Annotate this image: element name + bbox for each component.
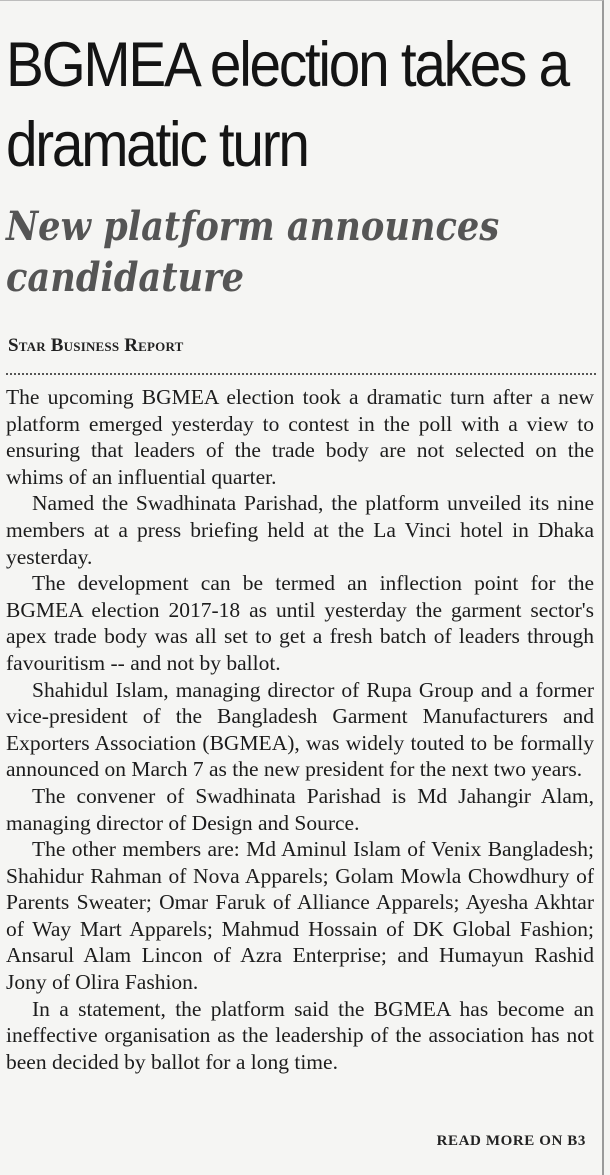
paragraph-1: The upcoming BGMEA election took a dramatic turn after a new platform emerged yesterday to contest in the poll with a view to ensuring that leaders of the trade body are not selected on the whims of an influential quarter. — [6, 385, 594, 489]
paragraph-5: The convener of Swadhinata Parishad is Md Jahangir Alam, managing director of Design and Source. — [6, 783, 594, 835]
paragraph-7: In a statement, the platform said the BGMEA has become an ineffective organisation as the leadership of the association has not been decided by ballot for a long time. — [6, 996, 594, 1074]
paragraph-6: The other members are: Md Aminul Islam of Venix Bangladesh; Shahidur Rahman of Nova Apparels; Golam Mowla Chowdhury of Parents Sweater; Omar Faruk of Alliance Apparels; Ayesha Akhtar of Way Mart Apparels; Mahmud Hossain of DK Global Fashion; Ansarul Alam Lincon of Azra Enterprise; and Humayun Rashid Jony of Olira Fashion. — [6, 837, 594, 995]
subheadline: New platform announces candidature — [6, 203, 500, 301]
read-more-link[interactable]: READ MORE ON B3 — [436, 1133, 586, 1149]
paragraph-2: Named the Swadhinata Parishad, the platform unveiled its nine members at a press briefing held at the La Vinci hotel in Dhaka yesterday. — [6, 491, 594, 569]
byline: Star Business Report — [8, 335, 184, 356]
article-body — [6, 384, 594, 1075]
dotted-divider — [6, 373, 596, 375]
headline: BGMEA election takes a dramatic turn — [6, 30, 568, 180]
paragraph-4: Shahidul Islam, managing director of Rupa Group and a former vice-president of the Bangladesh Garment Manufacturers and Exporters Association (BGMEA), was widely touted to be formally announced on March 7 as the new president for the next two years. — [6, 677, 594, 782]
paragraph-3: The development can be termed an inflection point for the BGMEA election 2017-18 as until yesterday the garment sector's apex trade body was all set to get a fresh batch of leaders through favouritism -- and not by ballot. — [6, 571, 594, 675]
